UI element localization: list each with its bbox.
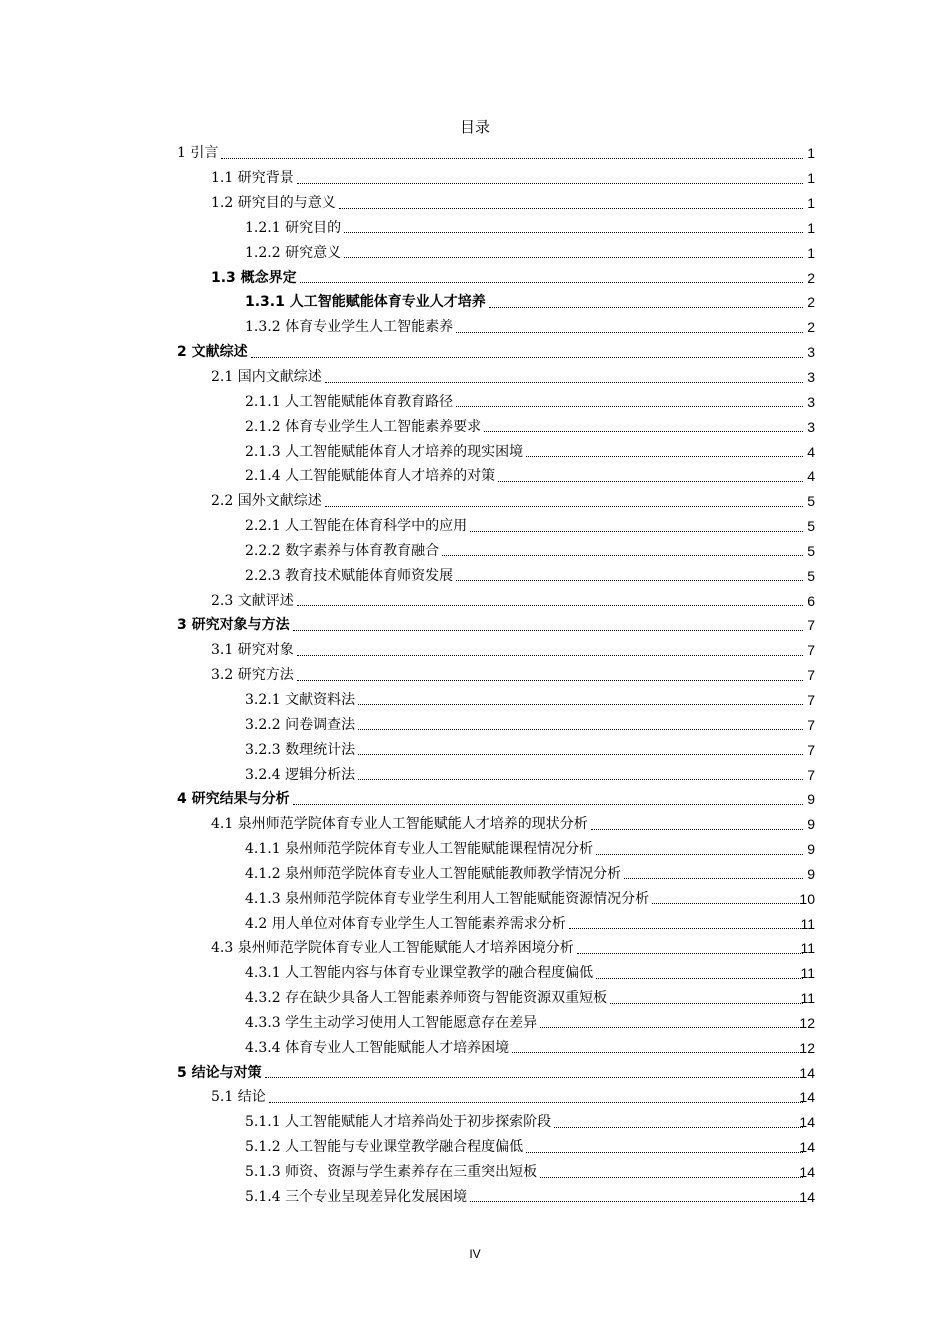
dot-leader <box>526 1152 803 1153</box>
toc-entry[interactable] <box>0 613 950 638</box>
toc-entry-title: 2.2.2 数字素养与体育教育融合 <box>245 542 440 559</box>
toc-entry[interactable] <box>0 464 950 489</box>
dot-leader <box>596 978 803 979</box>
toc-entry[interactable] <box>0 1011 950 1036</box>
dot-leader <box>610 1003 803 1004</box>
toc-entry-page-number: 12 <box>799 1014 815 1031</box>
toc-entry[interactable] <box>0 1184 950 1209</box>
toc-entry-title: 1.3.2 体育专业学生人工智能素养 <box>245 319 454 336</box>
dot-leader <box>344 232 803 233</box>
toc-entry[interactable] <box>0 539 950 564</box>
toc-entry[interactable] <box>0 365 950 390</box>
toc-entry-title: 3.2.4 逻辑分析法 <box>245 766 356 783</box>
toc-entry-title: 5.1.3 师资、资源与学生素养存在三重突出短板 <box>245 1164 538 1181</box>
dot-leader <box>577 953 803 954</box>
toc-entry-page-number: 5 <box>807 493 815 510</box>
toc-entry[interactable] <box>0 663 950 688</box>
toc-entry[interactable] <box>0 563 950 588</box>
dot-leader <box>540 1027 803 1028</box>
toc-entry[interactable] <box>0 886 950 911</box>
toc-entry[interactable] <box>0 762 950 787</box>
toc-entry-title: 4.1.2 泉州师范学院体育专业人工智能赋能教师教学情况分析 <box>245 865 622 882</box>
dot-leader <box>498 481 803 482</box>
dot-leader <box>456 580 803 581</box>
toc-entry-page-number: 6 <box>807 592 815 609</box>
toc-entry[interactable] <box>0 290 950 315</box>
dot-leader <box>569 928 803 929</box>
toc-entry[interactable] <box>0 141 950 166</box>
dot-leader <box>526 456 803 457</box>
dot-leader <box>221 158 803 159</box>
dot-leader <box>554 1127 803 1128</box>
toc-entry-title: 1.2.1 研究目的 <box>245 219 342 236</box>
toc-entry-title: 2.1.4 人工智能赋能体育人才培养的对策 <box>245 468 496 485</box>
dot-leader <box>300 282 803 283</box>
dot-leader <box>624 878 803 879</box>
toc-entry[interactable] <box>0 936 950 961</box>
toc-entry[interactable] <box>0 1060 950 1085</box>
toc-entry[interactable] <box>0 216 950 241</box>
toc-entry[interactable] <box>0 961 950 986</box>
dot-leader <box>293 630 803 631</box>
toc-entry-title: 1.2 研究目的与意义 <box>211 195 336 212</box>
toc-entry[interactable] <box>0 389 950 414</box>
toc-entry-title: 2 文献综述 <box>177 344 248 361</box>
toc-entry-title: 5.1.1 人工智能赋能人才培养尚处于初步探索阶段 <box>245 1114 552 1131</box>
toc-entry[interactable] <box>0 588 950 613</box>
toc-entry-title: 2.1.2 体育专业学生人工智能素养要求 <box>245 418 482 435</box>
toc-entry-page-number: 5 <box>807 567 815 584</box>
toc-entry-title: 1.1 研究背景 <box>211 170 294 187</box>
toc-entry-title: 1.2.2 研究意义 <box>245 244 342 261</box>
toc-entry-title: 1.3.1 人工智能赋能体育专业人才培养 <box>245 294 486 311</box>
toc-entry[interactable] <box>0 712 950 737</box>
toc-entry-title: 5 结论与对策 <box>177 1064 262 1081</box>
toc-entry[interactable] <box>0 986 950 1011</box>
dot-leader <box>358 729 803 730</box>
toc-entry[interactable] <box>0 414 950 439</box>
dot-leader <box>442 555 803 556</box>
toc-entry-page-number: 14 <box>799 1139 815 1156</box>
toc-entry-page-number: 1 <box>807 244 815 261</box>
toc-entry-page-number: 3 <box>807 369 815 386</box>
dot-leader <box>456 406 803 407</box>
toc-entry-page-number: 5 <box>807 542 815 559</box>
toc-entry-title: 5.1.2 人工智能与专业课堂教学融合程度偏低 <box>245 1139 524 1156</box>
toc-entry-title: 5.1 结论 <box>211 1089 266 1106</box>
dot-leader <box>489 307 803 308</box>
toc-entry[interactable] <box>0 265 950 290</box>
toc-entry-page-number: 4 <box>807 468 815 485</box>
toc-entry[interactable] <box>0 1135 950 1160</box>
toc-entry-title: 4.1 泉州师范学院体育专业人工智能赋能人才培养的现状分析 <box>211 816 588 833</box>
toc-entry-title: 2.2.1 人工智能在体育科学中的应用 <box>245 518 468 535</box>
toc-entry-title: 1 引言 <box>177 145 219 162</box>
dot-leader <box>540 1177 803 1178</box>
dot-leader <box>269 1102 803 1103</box>
toc-entry[interactable] <box>0 166 950 191</box>
dot-leader <box>344 257 803 258</box>
toc-entry-page-number: 11 <box>800 915 815 932</box>
toc-entry[interactable] <box>0 340 950 365</box>
toc-entry-page-number: 1 <box>807 145 815 162</box>
toc-entry-title: 2.1 国内文献综述 <box>211 369 322 386</box>
toc-entry-page-number: 11 <box>800 940 815 957</box>
toc-entry-page-number: 7 <box>807 617 815 634</box>
dot-leader <box>358 704 803 705</box>
toc-entry-title: 3 研究对象与方法 <box>177 617 290 634</box>
toc-entry-page-number: 7 <box>807 741 815 758</box>
dot-leader <box>470 531 803 532</box>
toc-entry-page-number: 1 <box>807 219 815 236</box>
dot-leader <box>293 804 803 805</box>
toc-entry[interactable] <box>0 1110 950 1135</box>
dot-leader <box>512 1052 803 1053</box>
toc-entry[interactable] <box>0 787 950 812</box>
toc-entry-page-number: 11 <box>800 990 815 1007</box>
toc-entry-title: 3.1 研究对象 <box>211 642 294 659</box>
toc-entry-title: 4.3 泉州师范学院体育专业人工智能赋能人才培养困境分析 <box>211 940 574 957</box>
toc-entry-title: 2.2.3 教育技术赋能体育师资发展 <box>245 567 454 584</box>
toc-entry[interactable] <box>0 638 950 663</box>
toc-entry[interactable] <box>0 439 950 464</box>
toc-entry-page-number: 11 <box>800 965 815 982</box>
toc-entry-title: 3.2 研究方法 <box>211 667 294 684</box>
page-number-footer: IV <box>469 1247 481 1261</box>
dot-leader <box>325 506 803 507</box>
toc-entry[interactable] <box>0 837 950 862</box>
toc-entry-title: 4.3.1 人工智能内容与体育专业课堂教学的融合程度偏低 <box>245 965 594 982</box>
toc-entry-page-number: 1 <box>807 195 815 212</box>
dot-leader <box>591 829 803 830</box>
toc-entry[interactable] <box>0 861 950 886</box>
dot-leader <box>596 854 803 855</box>
toc-entry-page-number: 3 <box>807 393 815 410</box>
dot-leader <box>251 357 803 358</box>
dot-leader <box>484 431 803 432</box>
toc-entry-page-number: 3 <box>807 344 815 361</box>
toc-entry-page-number: 14 <box>799 1114 815 1131</box>
toc-entry[interactable] <box>0 1035 950 1060</box>
toc-entry-title: 4.3.2 存在缺少具备人工智能素养师资与智能资源双重短板 <box>245 990 608 1007</box>
toc-entry[interactable] <box>0 1160 950 1185</box>
toc-entry-title: 2.3 文献评述 <box>211 592 294 609</box>
dot-leader <box>358 779 803 780</box>
toc-entry-title: 4.2 用人单位对体育专业学生人工智能素养需求分析 <box>245 915 566 932</box>
toc-entry-page-number: 14 <box>799 1188 815 1205</box>
toc-entry[interactable] <box>0 911 950 936</box>
toc-entry-title: 4.1.1 泉州师范学院体育专业人工智能赋能课程情况分析 <box>245 841 594 858</box>
toc-entry-page-number: 2 <box>807 319 815 336</box>
dot-leader <box>325 382 803 383</box>
toc-entry[interactable] <box>0 240 950 265</box>
toc-entry-page-number: 9 <box>807 865 815 882</box>
toc-entry-page-number: 9 <box>807 791 815 808</box>
toc-entry-page-number: 7 <box>807 667 815 684</box>
toc-entry-page-number: 4 <box>807 443 815 460</box>
toc-entry-page-number: 2 <box>807 269 815 286</box>
toc-entry-page-number: 14 <box>799 1064 815 1081</box>
toc-entry[interactable] <box>0 191 950 216</box>
toc-entry-page-number: 9 <box>807 841 815 858</box>
toc-entry-page-number: 3 <box>807 418 815 435</box>
dot-leader <box>470 1201 803 1202</box>
toc-entry-page-number: 7 <box>807 716 815 733</box>
toc-entry-title: 3.2.2 问卷调查法 <box>245 716 356 733</box>
toc-entry[interactable] <box>0 812 950 837</box>
table-of-contents <box>0 141 950 1209</box>
toc-entry[interactable] <box>0 489 950 514</box>
toc-entry-page-number: 14 <box>799 1089 815 1106</box>
dot-leader <box>297 655 803 656</box>
toc-entry-page-number: 14 <box>799 1164 815 1181</box>
dot-leader <box>456 332 803 333</box>
toc-entry[interactable] <box>0 514 950 539</box>
toc-entry-page-number: 12 <box>799 1039 815 1056</box>
toc-entry-title: 2.1.3 人工智能赋能体育人才培养的现实困境 <box>245 443 524 460</box>
toc-entry-page-number: 5 <box>807 518 815 535</box>
dot-leader <box>652 903 803 904</box>
toc-entry-page-number: 7 <box>807 642 815 659</box>
dot-leader <box>265 1077 803 1078</box>
dot-leader <box>297 605 803 606</box>
toc-entry-page-number: 1 <box>807 170 815 187</box>
toc-entry-title: 4.3.3 学生主动学习使用人工智能愿意存在差异 <box>245 1014 538 1031</box>
toc-entry-title: 3.2.3 数理统计法 <box>245 741 356 758</box>
toc-entry-page-number: 2 <box>807 294 815 311</box>
toc-entry-page-number: 10 <box>799 890 815 907</box>
toc-entry-title: 5.1.4 三个专业呈现差异化发展困境 <box>245 1188 468 1205</box>
toc-entry-page-number: 9 <box>807 816 815 833</box>
toc-entry-title: 1.3 概念界定 <box>211 269 297 286</box>
toc-entry[interactable] <box>0 315 950 340</box>
toc-entry-title: 4.1.3 泉州师范学院体育专业学生利用人工智能赋能资源情况分析 <box>245 890 650 907</box>
toc-entry-title: 2.1.1 人工智能赋能体育教育路径 <box>245 393 454 410</box>
dot-leader <box>297 183 803 184</box>
toc-entry[interactable] <box>0 688 950 713</box>
toc-entry-page-number: 7 <box>807 766 815 783</box>
page-title: 目录 <box>459 118 490 136</box>
toc-entry[interactable] <box>0 737 950 762</box>
toc-entry-title: 4.3.4 体育专业人工智能赋能人才培养困境 <box>245 1039 510 1056</box>
toc-entry-page-number: 7 <box>807 691 815 708</box>
dot-leader <box>339 208 803 209</box>
toc-entry-title: 4 研究结果与分析 <box>177 791 290 808</box>
dot-leader <box>297 680 803 681</box>
toc-entry-title: 3.2.1 文献资料法 <box>245 691 356 708</box>
dot-leader <box>358 754 803 755</box>
toc-entry[interactable] <box>0 1085 950 1110</box>
toc-entry-title: 2.2 国外文献综述 <box>211 493 322 510</box>
